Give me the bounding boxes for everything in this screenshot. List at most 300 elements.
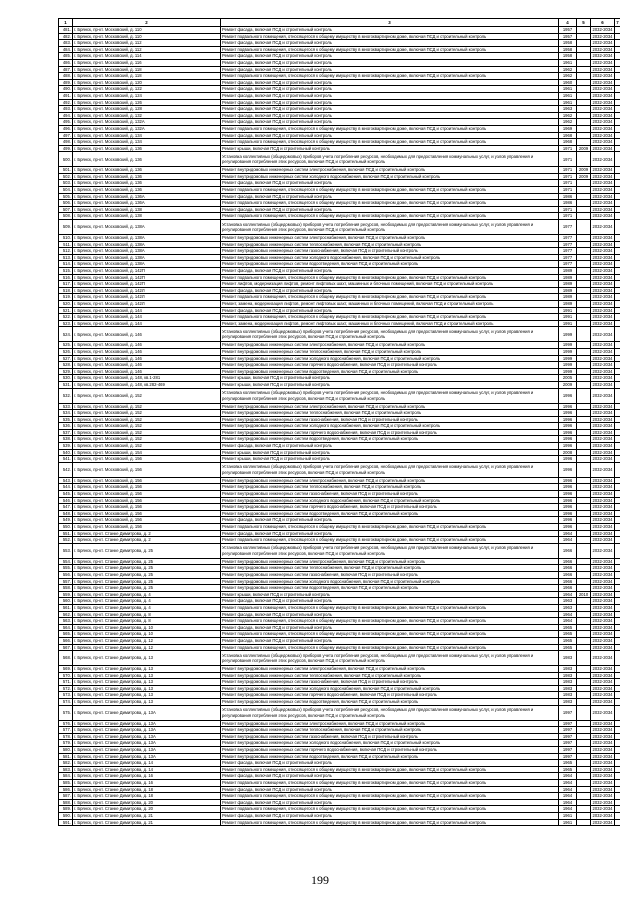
row-number-cell: 524. xyxy=(59,327,73,342)
row-number-cell: 543. xyxy=(59,477,73,484)
work-type-cell: Ремонт подвального помещения, относящегося к общему имуществу в многоквартирном доме, включая ПСД и строительный контроль xyxy=(221,631,559,638)
planned-period-cell: 2032-2034 xyxy=(592,679,613,685)
build-year-cell: 1964 xyxy=(559,618,577,625)
last-repair-year-cell: 2009 xyxy=(577,167,591,174)
work-type-cell: Ремонт крыши, включая ПСД и строительный контроль xyxy=(221,375,559,382)
work-type-cell: Ремонт внутридомовых инженерных систем горячего водоснабжения, включая ПСД и строительный контроль xyxy=(221,504,559,511)
row-number-cell: 585. xyxy=(59,780,73,787)
table-row xyxy=(59,59,621,66)
last-repair-year-cell xyxy=(577,598,591,605)
planned-period-cell: 2032-2034 xyxy=(592,631,613,637)
notes-cell xyxy=(615,327,621,342)
row-number-cell: 548. xyxy=(59,510,73,517)
row-number-cell: 579. xyxy=(59,740,73,747)
address-cell: г. Брянск, пр-кт. Московский, д. 152 xyxy=(73,423,221,430)
work-type-cell: Ремонт фасада, включая ПСД и строительный контроль xyxy=(221,92,559,99)
address-cell: г. Брянск, пр-кт. Станке Димитрова, д. 25 xyxy=(73,565,221,572)
table-row xyxy=(59,355,621,362)
planned-period-cell: 2032-2034 xyxy=(591,220,615,235)
work-type-cell: Ремонт фасада, включая ПСД и строительный контроль xyxy=(221,611,559,618)
row-number-cell: 549. xyxy=(59,517,73,524)
work-type-cell: Ремонт фасада, включая ПСД и строительный контроль xyxy=(221,66,559,73)
table-row xyxy=(59,484,621,491)
build-year-cell: 2009 xyxy=(559,381,577,388)
work-type-cell: Ремонт внутридомовых инженерных систем теплоснабжения, включая ПСД и строительный контроль xyxy=(221,241,559,248)
work-type-cell: Ремонт подвального помещения, относящегося к общему имуществу в многоквартирном доме, включая ПСД и строительный контроль xyxy=(221,766,559,773)
row-number-cell: 488. xyxy=(59,73,73,80)
notes-cell xyxy=(615,806,621,813)
last-repair-year-cell xyxy=(577,705,591,720)
table-row xyxy=(59,362,621,369)
address-cell: г. Брянск, пр-кт. Московский, д. 152 xyxy=(73,388,221,403)
last-repair-year-cell xyxy=(577,780,591,787)
notes-cell xyxy=(615,173,621,180)
planned-period-cell: 2032-2034 xyxy=(592,510,613,516)
address-cell: г. Брянск, пр-кт. Станке Димитрова, д. 13А xyxy=(73,733,221,740)
work-type-cell: Ремонт внутридомовых инженерных систем холодного водоснабжения, включая ПСД и строительный контроль xyxy=(221,497,559,504)
work-type-cell: Установка коллективных (общедомовых) приборов учета потребления ресурсов, необходимых для предоставления коммунальных услуг, и узлов управления и регулирования потребления этих ресурсов, включая ПСД и строительный контроль xyxy=(221,220,559,235)
notes-cell xyxy=(615,274,621,281)
planned-period-cell: 2032-2034 xyxy=(591,651,615,666)
planned-period-cell: 2032-2034 xyxy=(592,753,613,759)
work-type-cell: Ремонт фасада, включая ПСД и строительный контроль xyxy=(221,53,559,60)
address-cell: г. Брянск, пр-кт. Московский, д. 156 xyxy=(73,491,221,498)
table-row xyxy=(59,456,621,463)
address-cell: г. Брянск, пр-кт. Станке Димитрова, д. 21 xyxy=(73,819,221,826)
row-number-cell: 490. xyxy=(59,86,73,93)
build-year-cell: 1997 xyxy=(559,747,577,754)
table-row xyxy=(59,747,621,754)
last-repair-year-cell xyxy=(577,187,591,194)
work-type-cell: Ремонт внутридомовых инженерных систем водоотведения, включая ПСД и строительный контроль xyxy=(221,699,559,706)
work-type-cell: Установка коллективных (общедомовых) приборов учета потребления ресурсов, необходимых для предоставления коммунальных услуг, и узлов управления и регулирования потребления этих ресурсов, включая ПСД и строительный контроль xyxy=(221,462,559,477)
notes-cell xyxy=(615,139,621,146)
last-repair-year-cell xyxy=(577,342,591,349)
work-type-cell: Ремонт внутридомовых инженерных систем теплоснабжения, включая ПСД и строительный контроль xyxy=(221,672,559,679)
planned-period-cell: 2032-2034 xyxy=(592,477,613,483)
build-year-cell: 1996 xyxy=(559,416,577,423)
column-header: 5 xyxy=(577,19,591,27)
build-year-cell: 1964 xyxy=(559,780,577,787)
build-year-cell: 1996 xyxy=(559,443,577,450)
build-year-cell: 1989 xyxy=(559,300,577,307)
last-repair-year-cell xyxy=(577,462,591,477)
address-cell: г. Брянск, пр-кт. Московский, д. 138А xyxy=(73,248,221,255)
work-type-cell: Ремонт подвального помещения, относящегося к общему имуществу в многоквартирном доме, включая ПСД и строительный контроль xyxy=(221,806,559,813)
row-number-cell: 557. xyxy=(59,578,73,585)
build-year-cell: 1977 xyxy=(559,220,577,235)
planned-period-cell: 2032-2034 xyxy=(592,449,613,455)
last-repair-year-cell xyxy=(577,268,591,275)
address-cell: г. Брянск, пр-кт. Московский, д. 142Л xyxy=(73,294,221,301)
row-number-cell: 542. xyxy=(59,462,73,477)
build-year-cell: 1963 xyxy=(559,598,577,605)
build-year-cell: 1964 xyxy=(559,530,577,537)
last-repair-year-cell xyxy=(577,530,591,537)
last-repair-year-cell xyxy=(577,543,591,558)
table-row xyxy=(59,46,621,53)
planned-period-cell: 2032-2034 xyxy=(592,666,613,672)
planned-period-cell: 2032-2034 xyxy=(592,53,613,59)
planned-period-cell: 2032-2034 xyxy=(592,537,613,543)
build-year-cell: 1965 xyxy=(559,644,577,651)
last-repair-year-cell xyxy=(577,40,591,47)
build-year-cell: 1999 xyxy=(559,362,577,369)
table-row xyxy=(59,187,621,194)
address-cell: г. Брянск, пр-кт. Станке Димитрова, д. 13 xyxy=(73,692,221,699)
work-type-cell: Ремонт фасада, включая ПСД и строительный контроль xyxy=(221,530,559,537)
build-year-cell: 1983 xyxy=(559,672,577,679)
notes-cell xyxy=(615,666,621,673)
last-repair-year-cell xyxy=(577,59,591,66)
table-body xyxy=(59,27,621,826)
notes-cell xyxy=(615,403,621,410)
build-year-cell: 1996 xyxy=(559,462,577,477)
notes-cell xyxy=(615,213,621,220)
row-number-cell: 563. xyxy=(59,618,73,625)
planned-period-cell: 2032-2034 xyxy=(592,200,613,206)
table-row xyxy=(59,429,621,436)
address-cell: г. Брянск, пр-кт. Московский, д. 156 xyxy=(73,462,221,477)
last-repair-year-cell xyxy=(577,491,591,498)
address-cell: г. Брянск, пр-кт. Московский, д. 146 xyxy=(73,355,221,362)
work-type-cell: Ремонт внутридомовых инженерных систем горячего водоснабжения, включая ПСД и строительный контроль xyxy=(221,362,559,369)
work-type-cell: Установка коллективных (общедомовых) приборов учета потребления ресурсов, необходимых для предоставления коммунальных услуг, и узлов управления и регулирования потребления этих ресурсов, включая ПСД и строительный контроль xyxy=(221,327,559,342)
work-type-cell: Ремонт внутридомовых инженерных систем электроснабжения, включая ПСД и строительный контроль xyxy=(221,720,559,727)
planned-period-cell: 2032-2034 xyxy=(592,558,613,564)
address-cell: г. Брянск, пр-кт. Московский, д. 136 xyxy=(73,145,221,152)
planned-period-cell: 2032-2034 xyxy=(592,46,613,52)
work-type-cell: Ремонт внутридомовых инженерных систем холодного водоснабжения, включая ПСД и строительный контроль xyxy=(221,685,559,692)
planned-period-cell: 2032-2034 xyxy=(592,436,613,442)
address-cell: г. Брянск, пр-кт. Станке Димитрова, д. 10 xyxy=(73,631,221,638)
address-cell: г. Брянск, пр-кт. Станке Димитрова, д. 16 xyxy=(73,773,221,780)
table-row xyxy=(59,793,621,800)
table-row xyxy=(59,491,621,498)
planned-period-cell: 2032-2034 xyxy=(592,604,613,610)
planned-period-cell: 2032-2034 xyxy=(592,565,613,571)
last-repair-year-cell xyxy=(577,132,591,139)
work-type-cell: Ремонт крыши, включая ПСД и строительный контроль xyxy=(221,591,559,598)
row-number-cell: 529. xyxy=(59,368,73,375)
row-number-cell: 523. xyxy=(59,320,73,327)
planned-period-cell: 2032-2034 xyxy=(592,375,613,381)
row-number-cell: 485. xyxy=(59,53,73,60)
row-number-cell: 556. xyxy=(59,571,73,578)
notes-cell xyxy=(615,388,621,403)
notes-cell xyxy=(615,254,621,261)
table-row xyxy=(59,753,621,760)
last-repair-year-cell xyxy=(577,799,591,806)
planned-period-cell: 2032-2034 xyxy=(592,381,613,387)
notes-cell xyxy=(615,504,621,511)
build-year-cell: 1962 xyxy=(559,112,577,119)
build-year-cell: 1971 xyxy=(559,167,577,174)
notes-cell xyxy=(615,644,621,651)
build-year-cell: 1960 xyxy=(559,79,577,86)
table-row xyxy=(59,327,621,342)
work-type-cell: Ремонт фасада, включая ПСД и строительный контроль xyxy=(221,307,559,314)
planned-period-cell: 2032-2034 xyxy=(592,180,613,186)
build-year-cell: 1971 xyxy=(559,173,577,180)
build-year-cell: 1996 xyxy=(559,410,577,417)
build-year-cell: 1996 xyxy=(559,388,577,403)
build-year-cell: 1991 xyxy=(559,314,577,321)
notes-cell xyxy=(615,740,621,747)
build-year-cell: 1962 xyxy=(559,66,577,73)
work-type-cell: Ремонт фасада, включая ПСД и строительный контроль xyxy=(221,206,559,213)
planned-period-cell: 2032-2034 xyxy=(592,368,613,374)
build-year-cell: 1971 xyxy=(559,152,577,167)
address-cell: г. Брянск, пр-кт. Московский, д. 114 xyxy=(73,53,221,60)
last-repair-year-cell: 2010 xyxy=(577,591,591,598)
address-cell: г. Брянск, пр-кт. Станке Димитрова, д. 18 xyxy=(73,786,221,793)
build-year-cell: 1961 xyxy=(559,59,577,66)
planned-period-cell: 2032-2034 xyxy=(592,410,613,416)
last-repair-year-cell xyxy=(577,727,591,734)
work-type-cell: Ремонт внутридомовых инженерных систем теплоснабжения, включая ПСД и строительный контроль xyxy=(221,348,559,355)
row-number-cell: 576. xyxy=(59,720,73,727)
row-number-cell: 518. xyxy=(59,287,73,294)
planned-period-cell: 2032-2034 xyxy=(592,125,613,131)
last-repair-year-cell xyxy=(577,537,591,544)
address-cell: г. Брянск, пр-кт. Станке Димитрова, д. 14 xyxy=(73,766,221,773)
table-row xyxy=(59,86,621,93)
build-year-cell: 1958 xyxy=(559,53,577,60)
notes-cell xyxy=(615,631,621,638)
last-repair-year-cell xyxy=(577,139,591,146)
table-row xyxy=(59,578,621,585)
planned-period-cell: 2032-2034 xyxy=(592,799,613,805)
last-repair-year-cell xyxy=(577,651,591,666)
row-number-cell: 531. xyxy=(59,381,73,388)
work-type-cell: Ремонт подвального помещения, относящегося к общему имуществу в многоквартирном доме, включая ПСД и строительный контроль xyxy=(221,213,559,220)
column-header: 2 xyxy=(73,19,221,27)
build-year-cell: 1999 xyxy=(559,368,577,375)
notes-cell xyxy=(615,348,621,355)
planned-period-cell: 2032-2034 xyxy=(592,793,613,799)
planned-period-cell: 2032-2034 xyxy=(592,261,613,267)
build-year-cell: 1964 xyxy=(559,773,577,780)
table-row xyxy=(59,537,621,544)
row-number-cell: 532. xyxy=(59,388,73,403)
notes-cell xyxy=(615,477,621,484)
table-row xyxy=(59,342,621,349)
column-header: 6 xyxy=(591,19,615,27)
build-year-cell: 1965 xyxy=(559,766,577,773)
row-number-cell: 533. xyxy=(59,403,73,410)
work-type-cell: Ремонт фасада, включая ПСД и строительный контроль xyxy=(221,268,559,275)
address-cell: г. Брянск, пр-кт. Станке Димитрова, д. 18 xyxy=(73,793,221,800)
notes-cell xyxy=(615,59,621,66)
row-number-cell: 520. xyxy=(59,300,73,307)
build-year-cell: 1996 xyxy=(559,477,577,484)
row-number-cell: 580. xyxy=(59,747,73,754)
planned-period-cell: 2032-2034 xyxy=(592,429,613,435)
address-cell: г. Брянск, пр-кт. Московский, д. 112 xyxy=(73,40,221,47)
row-number-cell: 515. xyxy=(59,268,73,275)
notes-cell xyxy=(615,342,621,349)
table-row xyxy=(59,40,621,47)
address-cell: г. Брянск, пр-кт. Московский, д. 152 xyxy=(73,429,221,436)
last-repair-year-cell xyxy=(577,504,591,511)
last-repair-year-cell xyxy=(577,449,591,456)
last-repair-year-cell xyxy=(577,692,591,699)
build-year-cell: 1958 xyxy=(559,40,577,47)
row-number-cell: 565. xyxy=(59,631,73,638)
last-repair-year-cell xyxy=(577,27,591,34)
work-type-cell: Ремонт внутридомовых инженерных систем газоснабжения, включая ПСД и строительный контроль xyxy=(221,248,559,255)
address-cell: г. Брянск, пр-кт. Московский, д. 142П xyxy=(73,274,221,281)
row-number-cell: 539. xyxy=(59,443,73,450)
notes-cell xyxy=(615,180,621,187)
last-repair-year-cell xyxy=(577,274,591,281)
column-header: 4 xyxy=(559,19,577,27)
address-cell: г. Брянск, пр-кт. Московский, д. 156 xyxy=(73,477,221,484)
notes-cell xyxy=(615,92,621,99)
build-year-cell: 1989 xyxy=(559,274,577,281)
notes-cell xyxy=(615,672,621,679)
address-cell: г. Брянск, пр-кт. Станке Димитрова, д. 13 xyxy=(73,699,221,706)
planned-period-cell: 2032-2034 xyxy=(592,747,613,753)
planned-period-cell: 2032-2034 xyxy=(592,812,613,818)
build-year-cell: 2008 xyxy=(559,449,577,456)
table-row xyxy=(59,132,621,139)
notes-cell xyxy=(615,73,621,80)
planned-period-cell: 2032-2034 xyxy=(592,591,613,597)
last-repair-year-cell xyxy=(577,699,591,706)
planned-period-cell: 2032-2034 xyxy=(592,423,613,429)
notes-cell xyxy=(615,355,621,362)
last-repair-year-cell xyxy=(577,685,591,692)
row-number-cell: 506. xyxy=(59,200,73,207)
row-number-cell: 508. xyxy=(59,213,73,220)
address-cell: г. Брянск, пр-кт. Московский, д. 136 xyxy=(73,167,221,174)
last-repair-year-cell xyxy=(577,320,591,327)
build-year-cell: 1958 xyxy=(559,46,577,53)
work-type-cell: Ремонт внутридомовых инженерных систем водоотведения, включая ПСД и строительный контроль xyxy=(221,261,559,268)
notes-cell xyxy=(615,132,621,139)
work-type-cell: Ремонт подвального помещения, относящегося к общему имуществу в многоквартирном доме, включая ПСД и строительный контроль xyxy=(221,139,559,146)
table-row xyxy=(59,368,621,375)
last-repair-year-cell xyxy=(577,585,591,592)
notes-cell xyxy=(615,524,621,531)
notes-cell xyxy=(615,747,621,754)
table-row xyxy=(59,524,621,531)
planned-period-cell: 2032-2034 xyxy=(592,685,613,691)
build-year-cell: 1983 xyxy=(559,699,577,706)
work-type-cell: Ремонт внутридомовых инженерных систем газоснабжения, включая ПСД и строительный контроль xyxy=(221,416,559,423)
last-repair-year-cell xyxy=(577,611,591,618)
build-year-cell: 1965 xyxy=(559,624,577,631)
row-number-cell: 483. xyxy=(59,40,73,47)
build-year-cell: 1971 xyxy=(559,206,577,213)
address-cell: г. Брянск, пр-кт. Московский, д. 146 xyxy=(73,342,221,349)
table-row xyxy=(59,666,621,673)
work-type-cell: Ремонт внутридомовых инженерных систем водоотведения, включая ПСД и строительный контроль xyxy=(221,510,559,517)
planned-period-cell: 2032-2034 xyxy=(592,692,613,698)
row-number-cell: 561. xyxy=(59,604,73,611)
table-row xyxy=(59,241,621,248)
work-type-cell: Ремонт подвального помещения, относящегося к общему имуществу в многоквартирном доме, включая ПСД и строительный контроль xyxy=(221,604,559,611)
last-repair-year-cell xyxy=(577,300,591,307)
planned-period-cell: 2032-2034 xyxy=(592,112,613,118)
last-repair-year-cell xyxy=(577,66,591,73)
column-header: 3 xyxy=(221,19,559,27)
notes-cell xyxy=(615,187,621,194)
work-type-cell: Ремонт фасада, включая ПСД и строительный контроль xyxy=(221,799,559,806)
row-number-cell: 514. xyxy=(59,261,73,268)
table-row xyxy=(59,510,621,517)
work-type-cell: Ремонт подвального помещения, относящегося к общему имуществу в многоквартирном доме, включая ПСД и строительный контроль xyxy=(221,819,559,826)
work-type-cell: Ремонт подвального помещения, относящегося к общему имуществу в многоквартирном доме, включая ПСД и строительный контроль xyxy=(221,125,559,132)
table-row xyxy=(59,294,621,301)
table-row xyxy=(59,206,621,213)
planned-period-cell: 2032-2034 xyxy=(592,99,613,105)
planned-period-cell: 2032-2034 xyxy=(592,106,613,112)
last-repair-year-cell xyxy=(577,200,591,207)
row-number-cell: 546. xyxy=(59,497,73,504)
notes-cell xyxy=(615,780,621,787)
notes-cell xyxy=(615,692,621,699)
row-number-cell: 590. xyxy=(59,812,73,819)
address-cell: г. Брянск, пр-кт. Московский, д. 138А xyxy=(73,261,221,268)
notes-cell xyxy=(615,484,621,491)
row-number-cell: 498. xyxy=(59,139,73,146)
work-type-cell: Ремонт фасада, включая ПСД и строительный контроль xyxy=(221,443,559,450)
notes-cell xyxy=(615,720,621,727)
build-year-cell: 1999 xyxy=(559,327,577,342)
table-row xyxy=(59,477,621,484)
table-row xyxy=(59,167,621,174)
last-repair-year-cell xyxy=(577,558,591,565)
table-row xyxy=(59,300,621,307)
table-row xyxy=(59,443,621,450)
row-number-cell: 500. xyxy=(59,152,73,167)
table-row xyxy=(59,92,621,99)
address-cell: г. Брянск, пр-кт. Московский, д. 118 xyxy=(73,66,221,73)
notes-cell xyxy=(615,705,621,720)
notes-cell xyxy=(615,517,621,524)
work-type-cell: Ремонт фасада, включая ПСД и строительный контроль xyxy=(221,637,559,644)
row-number-cell: 489. xyxy=(59,79,73,86)
table-row xyxy=(59,685,621,692)
address-cell: г. Брянск, пр-кт. Московский, д. 110 xyxy=(73,27,221,34)
table-row xyxy=(59,314,621,321)
table-row xyxy=(59,274,621,281)
build-year-cell: 1977 xyxy=(559,241,577,248)
address-cell: г. Брянск, пр-кт. Московский, д. 136 xyxy=(73,173,221,180)
table-row xyxy=(59,152,621,167)
row-number-cell: 486. xyxy=(59,59,73,66)
address-cell: г. Брянск, пр-кт. Московский, д. 138 xyxy=(73,206,221,213)
table-row xyxy=(59,812,621,819)
build-year-cell: 1986 xyxy=(559,200,577,207)
work-type-cell: Ремонт подвального помещения, относящегося к общему имуществу в многоквартирном доме, включая ПСД и строительный контроль xyxy=(221,314,559,321)
table-row xyxy=(59,497,621,504)
row-number-cell: 545. xyxy=(59,491,73,498)
work-type-cell: Ремонт подвального помещения, относящегося к общему имуществу в многоквартирном доме, включая ПСД и строительный контроль xyxy=(221,524,559,531)
table-row xyxy=(59,268,621,275)
last-repair-year-cell xyxy=(577,73,591,80)
build-year-cell: 1962 xyxy=(559,119,577,126)
address-cell: г. Брянск, пр-кт. Московский, д. 138А xyxy=(73,220,221,235)
table-row xyxy=(59,66,621,73)
address-cell: г. Брянск, пр-кт. Московский, д. 118 xyxy=(73,73,221,80)
last-repair-year-cell xyxy=(577,287,591,294)
last-repair-year-cell xyxy=(577,92,591,99)
address-cell: г. Брянск, пр-кт. Станке Димитрова, д. 14 xyxy=(73,760,221,767)
